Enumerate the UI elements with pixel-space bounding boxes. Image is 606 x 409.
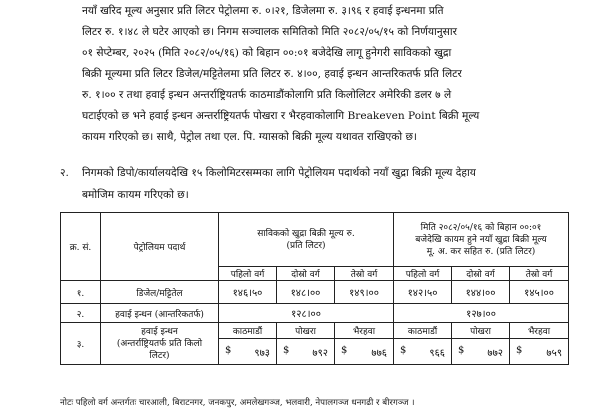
subheader-cell: दोस्रो वर्ग (277, 267, 335, 281)
currency-symbol: $ (400, 344, 407, 356)
location-cell: भैरहवा (510, 323, 569, 339)
paragraph-1-line: ०१ सेप्टेम्बर, २०२५ (मिति २०८२/०५/१६) को बिहान ००:०१ बजेदेखि लागू हुनेगरी साविकको खुद्रा (82, 47, 452, 59)
usd-price-value: ७७२ (487, 347, 504, 359)
usd-price-value: ९७३ (254, 347, 270, 359)
subheader-cell: तेस्रो वर्ग (335, 267, 394, 281)
usd-price-cell (394, 339, 452, 365)
table-row (61, 304, 569, 323)
table-row (61, 323, 569, 339)
table-row (61, 281, 569, 304)
subheader-cell: पहिलो वर्ग (394, 267, 452, 281)
row-product: डिजेल/मट्टितेल (101, 281, 219, 304)
paragraph-1-line: नयाँ खरिद मूल्य अनुसार प्रति लिटर पेट्रोलमा रु. ०।२१, डिजेलमा रु. ३।९६ र हवाई इन्धनमा प्रति (82, 5, 444, 17)
row-sn: २. (61, 304, 101, 323)
row-product-line2: (अन्तर्राष्ट्रियतर्फ प्रति किलो (116, 338, 203, 349)
price-cell-merged: १२८।०० (219, 304, 394, 323)
usd-price-cell (335, 339, 394, 365)
currency-symbol: $ (341, 344, 348, 356)
row-product-line3: लिटर) (149, 350, 170, 361)
price-cell: १४८।०० (277, 281, 335, 304)
currency-symbol: $ (458, 344, 465, 356)
price-cell: १४२।५० (394, 281, 452, 304)
header-sn: क्र. सं. (61, 213, 101, 281)
location-cell: काठमाडौं (394, 323, 452, 339)
price-cell-merged: १२७।०० (394, 304, 569, 323)
paragraph-1-line: लिटर रु. १।४८ ले घटेर आएको छ। निगम सञ्चालक समितिको मिति २०८२/०५/१५ को निर्णयानुसार (82, 26, 457, 38)
currency-symbol: $ (283, 344, 290, 356)
header-old-price-line1: साविकको खुद्रा बिक्री मूल्य रु. (257, 228, 355, 239)
row-product: हवाई इन्धन (आन्तरिकतर्फ) (101, 304, 219, 323)
usd-price-cell (219, 339, 277, 365)
paragraph-1-line: घटाईएको छ भने हवाई इन्धन अन्तर्राष्ट्रियतर्फ पोखरा र भैरहवाकोलागि Breakeven Point बिक्री मूल्य (82, 110, 480, 122)
paragraph-2-line: निगमको डिपो/कार्यालयदेखि १५ किलोमिटरसम्मका लागि पेट्रोलियम पदार्थको नयाँ खुद्रा बिक्री मूल्य देहाय (82, 167, 476, 179)
usd-price-cell (452, 339, 510, 365)
subheader-cell: पहिलो वर्ग (219, 267, 277, 281)
paragraph-1-line: कायम गरिएको छ। साथै, पेट्रोल तथा एल. पि. ग्यासको बिक्री मूल्य यथावत राखिएको छ। (82, 131, 417, 143)
location-cell: काठमाडौं (219, 323, 277, 339)
header-old-price (219, 213, 394, 267)
row-sn: ३. (61, 323, 101, 365)
header-new-price (394, 213, 569, 267)
price-table (60, 212, 569, 365)
usd-price-cell (510, 339, 569, 365)
header-product: पेट्रोलियम पदार्थ (101, 213, 219, 281)
location-cell: पोखरा (277, 323, 335, 339)
price-cell: १४६।५० (219, 281, 277, 304)
paragraph-2-line: बमोजिम कायम गरिएको छ। (82, 189, 189, 201)
header-new-price-line2: बजेदेखि कायम हुने नयाँ खुद्रा बिक्री मूल्य (415, 234, 547, 245)
usd-price-cell (277, 339, 335, 365)
row-sn: १. (61, 281, 101, 304)
header-new-price-line1: मिति २०८२/०५/१६ को बिहान ००:०१ (420, 222, 542, 233)
table-header-row (61, 213, 569, 267)
location-cell: भैरहवा (335, 323, 394, 339)
paragraph-1-line: रु. १।०० र तथा हवाई इन्धन अन्तर्राष्ट्रियतर्फ काठमाडौंकोलागि प्रति किलोलिटर अमेरिकी डलर ७ ले (82, 89, 452, 101)
header-new-price-line3: मू. अ. कर सहित रु. (प्रति लिटर) (426, 246, 536, 257)
currency-symbol: $ (516, 344, 523, 356)
price-cell: १४९।०० (335, 281, 394, 304)
price-cell: १४५।०० (510, 281, 569, 304)
header-old-price-line2: (प्रति लिटर) (286, 240, 326, 251)
usd-price-value: ७९२ (312, 347, 328, 359)
currency-symbol: $ (225, 344, 232, 356)
price-cell: १४४।०० (452, 281, 510, 304)
paragraph-2-number: २. (60, 167, 69, 179)
subheader-cell: तेस्रो वर्ग (510, 267, 569, 281)
paragraph-1-line: बिक्री मूल्यमा प्रति लिटर डिजेल/मट्टितेलमा प्रति लिटर रु. ४।००, हवाई इन्धन आन्तरिकतर्फ प्रति लिटर (82, 68, 462, 80)
usd-price-value: ७७६ (371, 347, 388, 359)
usd-price-value: ७५९ (546, 347, 563, 359)
row-product (101, 323, 219, 365)
subheader-cell: दोस्रो वर्ग (452, 267, 510, 281)
usd-price-value: ९६६ (429, 347, 446, 359)
row-product-line1: हवाई इन्धन (141, 326, 178, 337)
location-cell: पोखरा (452, 323, 510, 339)
footnote: नोटः पहिलो वर्ग अन्तर्गतः चारआली, बिराटनगर, जनकपुर, अमलेखगञ्ज, भलवारी, नेपालगञ्ज धनगढी र बीरगञ्ज । (60, 398, 415, 408)
